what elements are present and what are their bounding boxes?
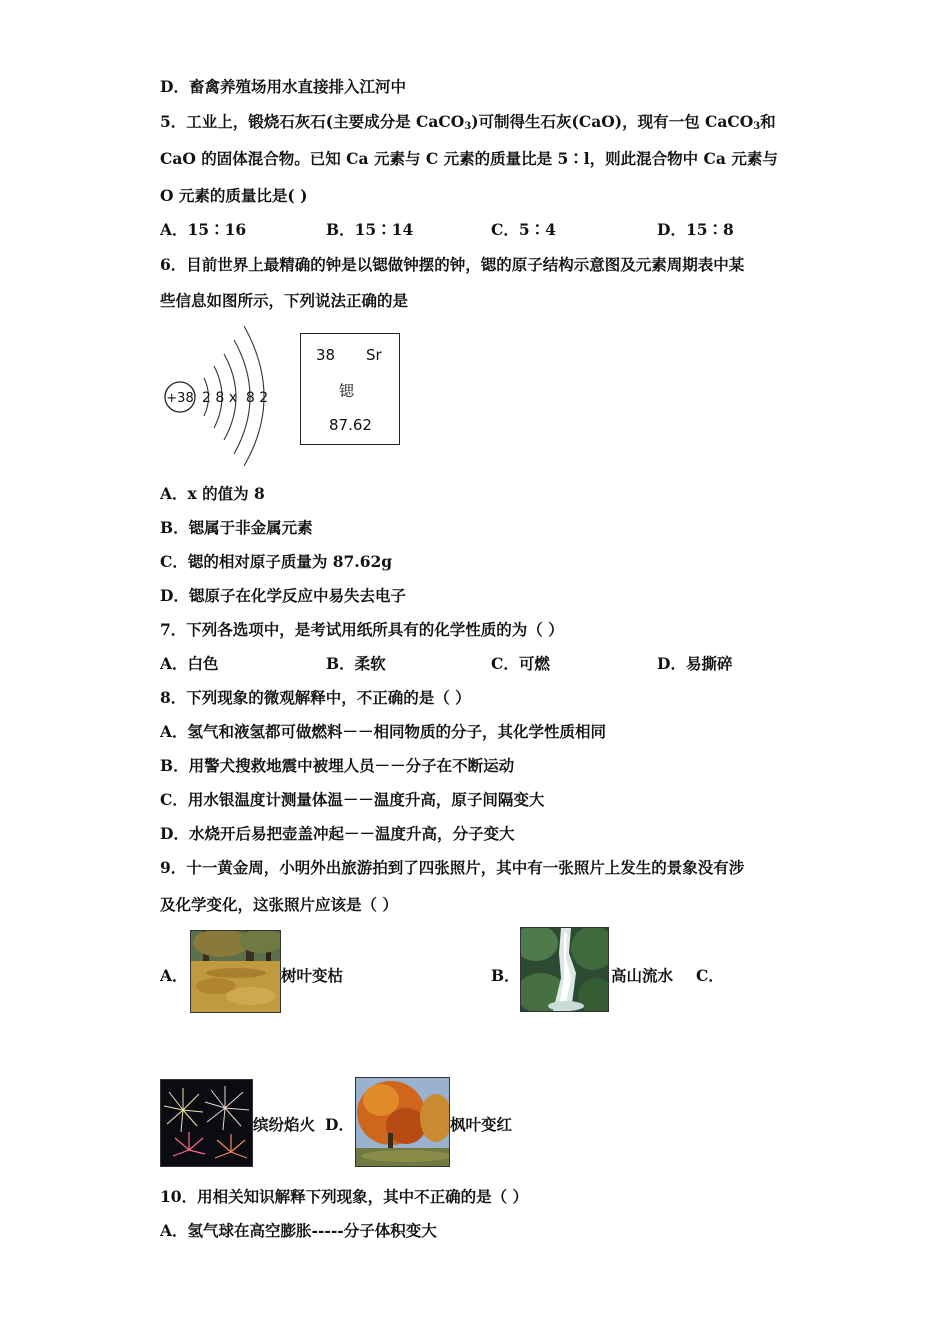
element-name: 锶 bbox=[339, 382, 355, 400]
q9-option-c-label: C． bbox=[696, 966, 724, 985]
q9-option-b-label: B． bbox=[491, 966, 520, 985]
q7-option-a: A．白色 bbox=[160, 654, 219, 673]
q6-option-c: C．锶的相对原子质量为 87.62g bbox=[160, 552, 393, 571]
q4-option-d: D．畜禽养殖场用水直接排入江河中 bbox=[160, 77, 406, 96]
q6-option-a: A．x 的值为 8 bbox=[160, 484, 265, 503]
atom-nucleus-label: +38 bbox=[166, 391, 194, 406]
q5-option-b: B．15∶14 bbox=[326, 220, 414, 239]
atom-shell-electrons: 2 8 x 8 2 bbox=[202, 390, 269, 406]
q5-sub-2: 3 bbox=[753, 121, 761, 132]
q9-option-a-label: A． bbox=[160, 966, 188, 985]
q5-text-c: 和 bbox=[760, 112, 776, 131]
q9-stem-line-1: 9．十一黄金周，小明外出旅游拍到了四张照片，其中有一张照片上发生的景象没有涉 bbox=[160, 858, 745, 877]
q6-option-d: D．锶原子在化学反应中易失去电子 bbox=[160, 586, 406, 605]
element-symbol: Sr bbox=[366, 346, 382, 364]
q5-sub-1: 3 bbox=[464, 121, 472, 132]
element-atomic-mass: 87.62 bbox=[329, 416, 372, 434]
atom-structure-diagram bbox=[158, 318, 288, 468]
periodic-element-card bbox=[300, 333, 400, 445]
q8-stem: 8．下列现象的微观解释中，不正确的是（ ） bbox=[160, 688, 471, 707]
q5-stem-line-2: CaO 的固体混合物。已知 Ca 元素与 C 元素的质量比是 5∶l，则此混合物中 Ca 元素与 bbox=[160, 149, 778, 168]
q10-stem: 10．用相关知识解释下列现象，其中不正确的是（ ） bbox=[160, 1187, 528, 1206]
waterfall-photo bbox=[520, 927, 609, 1012]
q5-option-a: A．15∶16 bbox=[160, 220, 247, 239]
q9-option-d-text: 枫叶变红 bbox=[450, 1115, 513, 1134]
q7-option-c: C．可燃 bbox=[491, 654, 550, 673]
q8-option-a: A．氢气和液氢都可做燃料－－相同物质的分子，其化学性质相同 bbox=[160, 722, 607, 741]
q8-option-d: D．水烧开后易把壶盖冲起－－温度升高，分子变大 bbox=[160, 824, 515, 843]
q5-stem-line-3: O 元素的质量比是( ) bbox=[160, 186, 308, 205]
q6-option-b: B．锶属于非金属元素 bbox=[160, 518, 313, 537]
element-atomic-number: 38 bbox=[316, 346, 336, 364]
q7-stem: 7．下列各选项中，是考试用纸所具有的化学性质的为（ ） bbox=[160, 620, 564, 639]
q10-option-a: A．氢气球在高空膨胀-----分子体积变大 bbox=[160, 1221, 437, 1240]
q9-option-c-text: 缤纷焰火 bbox=[253, 1115, 316, 1134]
q9-option-a-text: 树叶变枯 bbox=[281, 966, 344, 985]
q9-stem-line-2: 及化学变化，这张照片应该是（ ） bbox=[160, 895, 398, 914]
q7-option-d: D．易撕碎 bbox=[657, 654, 733, 673]
q7-option-b: B．柔软 bbox=[326, 654, 386, 673]
q5-stem-line-1 bbox=[160, 112, 776, 137]
fireworks-photo bbox=[160, 1079, 253, 1167]
withered-leaves-photo bbox=[190, 930, 281, 1013]
q5-option-c: C．5∶4 bbox=[491, 220, 556, 239]
q9-option-b-text: 高山流水 bbox=[611, 966, 674, 985]
q8-option-c: C．用水银温度计测量体温－－温度升高，原子间隔变大 bbox=[160, 790, 545, 809]
q5-text-a: 5．工业上，锻烧石灰石(主要成分是 CaCO bbox=[160, 112, 465, 131]
red-maple-photo bbox=[355, 1077, 450, 1167]
q5-option-d: D．15∶8 bbox=[657, 220, 734, 239]
q9-option-d-label: D． bbox=[325, 1115, 354, 1134]
q6-stem-line-1: 6．目前世界上最精确的钟是以锶做钟摆的钟，锶的原子结构示意图及元素周期表中某 bbox=[160, 255, 745, 274]
q5-text-b: )可制得生石灰(CaO)，现有一包 CaCO bbox=[471, 112, 754, 131]
q8-option-b: B．用警犬搜救地震中被埋人员－－分子在不断运动 bbox=[160, 756, 515, 775]
q6-stem-line-2: 些信息如图所示，下列说法正确的是 bbox=[160, 291, 409, 310]
